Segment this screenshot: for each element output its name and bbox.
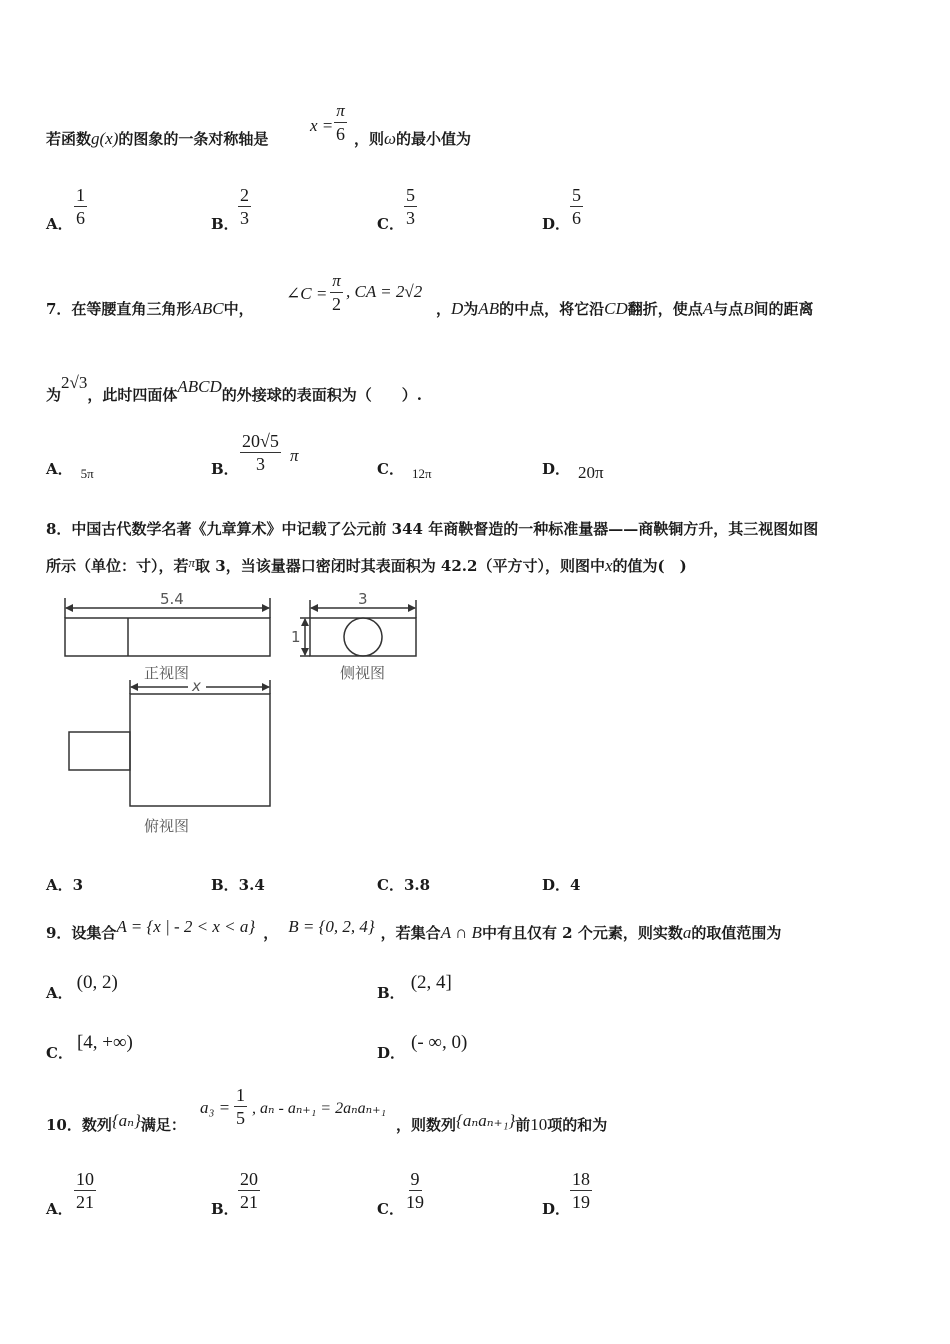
q6-option-c-value: $\frac{5}{3}$ bbox=[406, 185, 415, 228]
side-width-label: 3 bbox=[358, 590, 368, 608]
three-view-figure bbox=[60, 590, 500, 840]
q10-stem-end: ，则数列{aₙaₙ₊₁}前10项的和为 bbox=[396, 1111, 608, 1134]
q8-option-c[interactable]: C．3.8 bbox=[377, 876, 431, 894]
q8-option-d[interactable]: D．4 bbox=[542, 876, 581, 894]
q6-option-b[interactable]: B． bbox=[211, 215, 239, 233]
q8-stem-line1: 8．中国古代数学名著《九章算术》中记载了公元前 344 年商鞅督造的一种标准量器——商鞅铜方升，其三视图如图 bbox=[46, 520, 819, 538]
q10-a3-lhs: a₃ = bbox=[200, 1098, 231, 1117]
q8-stem-line2: 所示（单位：寸），若π取 3，当该量器口密闭时其表面积为 42.2（平方寸），则图中x的值为( ) bbox=[46, 555, 687, 575]
q6-option-d-value: $\frac{5}{6}$ bbox=[572, 185, 581, 228]
top-view-caption: 俯视图 bbox=[144, 817, 190, 835]
q7-option-a[interactable]: A． 5π bbox=[46, 460, 94, 481]
q6-axis-lhs: x = bbox=[310, 116, 334, 135]
q9-option-b[interactable]: B． (2, 4] bbox=[377, 972, 452, 1002]
q10-option-c[interactable]: C． bbox=[377, 1200, 404, 1218]
q7-option-b-pi: π bbox=[290, 446, 299, 465]
q6-option-a[interactable]: A． bbox=[46, 215, 73, 233]
q8-option-b[interactable]: B．3.4 bbox=[211, 876, 265, 894]
q6-axis-fraction: $\frac{\pi}{6}$ bbox=[336, 101, 345, 144]
q7-option-b-value: $\frac{20√5}{3}$ bbox=[242, 431, 279, 474]
q10-option-b[interactable]: B． bbox=[211, 1200, 239, 1218]
q6-stem-end: ，则ω的最小值为 bbox=[354, 129, 472, 148]
q6-option-b-value: $\frac{2}{3}$ bbox=[240, 185, 249, 228]
q10-a3-fraction: $\frac{1}{5}$ bbox=[236, 1085, 245, 1128]
side-height-label: 1 bbox=[291, 628, 301, 646]
q7-angle-fraction: $\frac{\pi}{2}$ bbox=[332, 271, 341, 314]
q7-option-d[interactable]: D． 20π bbox=[542, 460, 604, 482]
q7-option-c[interactable]: C． 12π bbox=[377, 460, 432, 481]
q9-option-a[interactable]: A． (0, 2) bbox=[46, 972, 118, 1002]
q8-option-a[interactable]: A．3 bbox=[46, 876, 84, 894]
side-view bbox=[300, 600, 416, 656]
q9-option-c[interactable]: C． [4, +∞) bbox=[46, 1032, 133, 1062]
q7-stem: 7．在等腰直角三角形ABC中， bbox=[46, 299, 254, 318]
q6-option-a-value: $\frac{1}{6}$ bbox=[76, 185, 85, 228]
q9-option-d[interactable]: D． (- ∞, 0) bbox=[377, 1032, 468, 1062]
q7-angle-lhs: ∠C = bbox=[286, 284, 328, 303]
q6-stem: 若函数g(x)的图象的一条对称轴是 bbox=[46, 129, 269, 148]
q7-option-b[interactable]: B． bbox=[211, 460, 239, 478]
q10-recurrence: , aₙ - aₙ₊₁ = 2aₙaₙ₊₁ bbox=[252, 1100, 387, 1117]
q10-stem: 10．数列{aₙ}满足： bbox=[46, 1111, 186, 1134]
q10-option-d-value: $\frac{18}{19}$ bbox=[572, 1169, 590, 1212]
q6-option-c[interactable]: C． bbox=[377, 215, 404, 233]
q6-option-d[interactable]: D． bbox=[542, 215, 571, 233]
side-view-caption: 侧视图 bbox=[340, 664, 386, 682]
q7-stem-cont: ，D为AB的中点，将它沿CD翻折，使点A与点B间的距离 bbox=[436, 299, 814, 318]
top-view bbox=[69, 680, 270, 806]
q7-ca-value: , CA = 2√2 bbox=[346, 282, 423, 301]
q10-option-a[interactable]: A． bbox=[46, 1200, 73, 1218]
q10-option-d[interactable]: D． bbox=[542, 1200, 571, 1218]
q7-stem-line2: 为2√3，此时四面体ABCD的外接球的表面积为（ ）. bbox=[46, 373, 422, 404]
q10-option-c-value: $\frac{9}{19}$ bbox=[406, 1169, 424, 1212]
top-width-label: x bbox=[192, 677, 201, 695]
q9-stem: 9．设集合A = {x | - 2 < x < a} ， B = {0, 2, 4} ，若集合A ∩ B中有且仅有 2 个元素，则实数a的取值范围为 bbox=[46, 917, 782, 942]
q10-option-a-value: $\frac{10}{21}$ bbox=[76, 1169, 94, 1212]
front-view-caption: 正视图 bbox=[144, 664, 190, 682]
q10-option-b-value: $\frac{20}{21}$ bbox=[240, 1169, 258, 1212]
front-width-label: 5.4 bbox=[160, 590, 184, 608]
